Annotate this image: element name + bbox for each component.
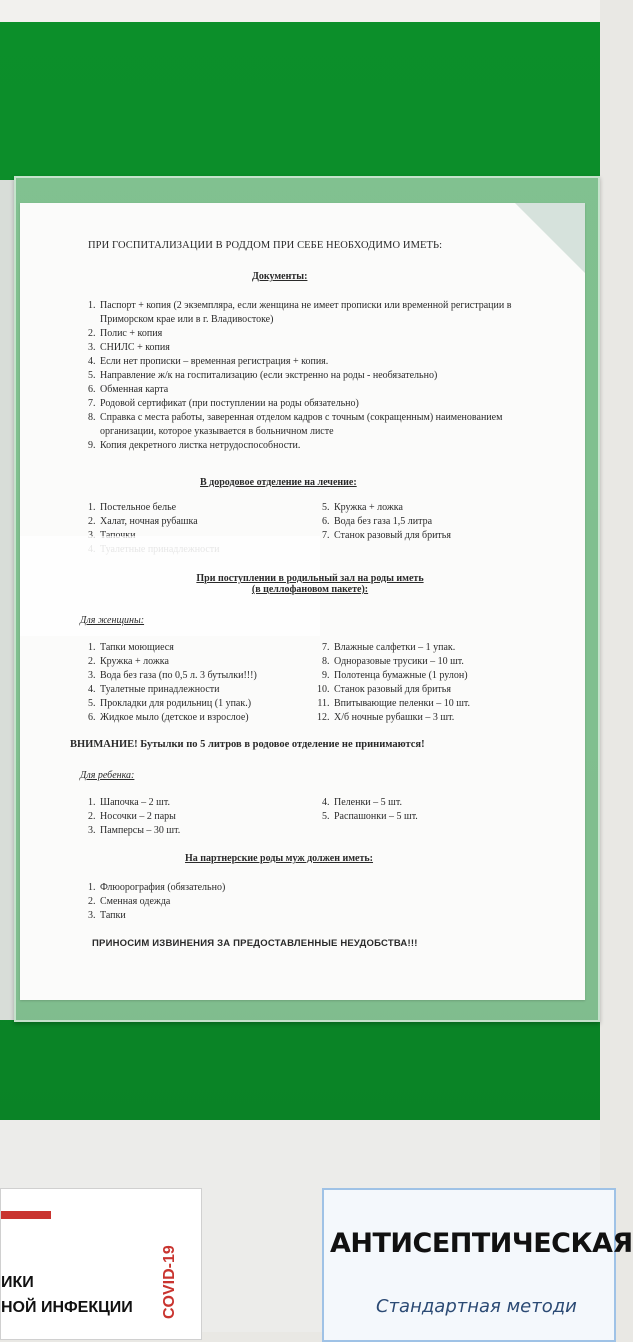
list-item: 6. Жидкое мыло (детское и взрослое)	[98, 711, 338, 725]
list-item: 2. Кружка + ложка	[98, 655, 338, 669]
list-item: 9. Копия декретного листка нетрудоспособности.	[98, 439, 538, 453]
list-item: 2. Полис + копия	[98, 327, 538, 341]
apology-text: ПРИНОСИМ ИЗВИНЕНИЯ ЗА ПРЕДОСТАВЛЕННЫЕ НЕУДОБСТВА!!!	[92, 938, 418, 949]
list-item: 11. Впитывающие пеленки – 10 шт.	[332, 697, 572, 711]
list-item: 5. Кружка + ложка	[332, 501, 562, 515]
list-item: 1. Постельное белье	[98, 501, 328, 515]
list-item: 2. Халат, ночная рубашка	[98, 515, 328, 529]
baby-label: Для ребенка:	[80, 770, 135, 781]
list-item: 2. Носочки – 2 пары	[98, 810, 328, 824]
list-item: 3. Вода без газа (по 0,5 л. 3 бутылки!!!)	[98, 669, 338, 683]
list-item: 3. СНИЛС + копия	[98, 341, 538, 355]
wall-top	[0, 0, 600, 22]
red-accent-bar	[1, 1211, 51, 1219]
antiseptic-poster	[322, 1188, 633, 1342]
list-item: 6. Обменная карта	[98, 383, 538, 397]
list-item: 9. Полотенца бумажные (1 рулон)	[332, 669, 572, 683]
list-item: 1. Шапочка – 2 шт.	[98, 796, 328, 810]
notice-sheet	[20, 203, 585, 1000]
list-item: 8. Справка с места работы, заверенная отделом кадров с точным (сокращенным) наименованием организации, которое указывается в больничном листе	[98, 411, 538, 439]
list-item: 2. Сменная одежда	[98, 895, 398, 909]
list-item: 5. Распашонки – 5 шт.	[332, 810, 562, 824]
documents-list	[80, 299, 538, 453]
notice-title: ПРИ ГОСПИТАЛИЗАЦИИ В РОДДОМ ПРИ СЕБЕ НЕОБХОДИМО ИМЕТЬ:	[88, 240, 443, 251]
list-item: 8. Одноразовые трусики – 10 шт.	[332, 655, 572, 669]
women-label: Для женщины:	[80, 615, 145, 626]
list-item: 3. Памперсы – 30 шт.	[98, 824, 328, 838]
list-item: 5. Направление ж/к на госпитализацию (если экстренно на роды - необязательно)	[98, 369, 538, 383]
women-list-right	[314, 641, 572, 725]
baby-list-right	[314, 796, 562, 824]
list-item: 1. Флюорография (обязательно)	[98, 881, 398, 895]
partner-heading: На партнерские роды муж должен иметь:	[185, 853, 374, 864]
covid-vertical-text: COVID-19	[161, 1245, 178, 1319]
partner-list	[80, 881, 398, 923]
poster-left-line2: НОЙ ИНФЕКЦИИ	[1, 1299, 133, 1316]
prenatal-list-right	[314, 501, 562, 543]
list-item: 7. Родовой сертификат (при поступлении на роды обязательно)	[98, 397, 538, 411]
list-item: 5. Прокладки для родильниц (1 упак.)	[98, 697, 338, 711]
poster-left-line1: ИКИ	[1, 1274, 34, 1291]
documents-heading: Документы:	[252, 271, 308, 282]
list-item: 12. Х/б ночные рубашки – 3 шт.	[332, 711, 572, 725]
women-list-left	[80, 641, 338, 725]
list-item: 4. Если нет прописки – временная регистрация + копия.	[98, 355, 538, 369]
list-item: 7. Станок разовый для бритья	[332, 529, 562, 543]
prenatal-heading: В дородовое отделение на лечение:	[200, 477, 357, 488]
list-item: 10. Станок разовый для бритья	[332, 683, 572, 697]
list-item: 1. Тапки моющиеся	[98, 641, 338, 655]
list-item: 4. Пеленки – 5 шт.	[332, 796, 562, 810]
warning-text: ВНИМАНИЕ! Бутылки по 5 литров в родовое отделение не принимаются!	[70, 739, 425, 750]
delivery-heading	[160, 573, 460, 595]
sleeve-corner	[515, 203, 585, 273]
delivery-heading-line2: (в целлофановом пакете):	[251, 584, 369, 595]
list-item: 7. Влажные салфетки – 1 упак.	[332, 641, 572, 655]
antiseptic-title: АНТИСЕПТИЧЕСКАЯ	[330, 1228, 633, 1259]
frame-edge	[0, 180, 14, 1020]
list-item: 3. Тапки	[98, 909, 398, 923]
baby-list-left	[80, 796, 328, 838]
list-item: 4. Туалетные принадлежности	[98, 683, 338, 697]
list-item: 1. Паспорт + копия (2 экземпляра, если женщина не имеет прописки или временной регистрации в Приморском крае или в г. Владивостоке)	[98, 299, 538, 327]
covid-poster	[0, 1188, 202, 1340]
antiseptic-subtitle: Стандартная методи	[376, 1296, 577, 1317]
list-item: 6. Вода без газа 1,5 литра	[332, 515, 562, 529]
delivery-heading-line1: При поступлении в родильный зал на роды иметь	[196, 573, 424, 584]
